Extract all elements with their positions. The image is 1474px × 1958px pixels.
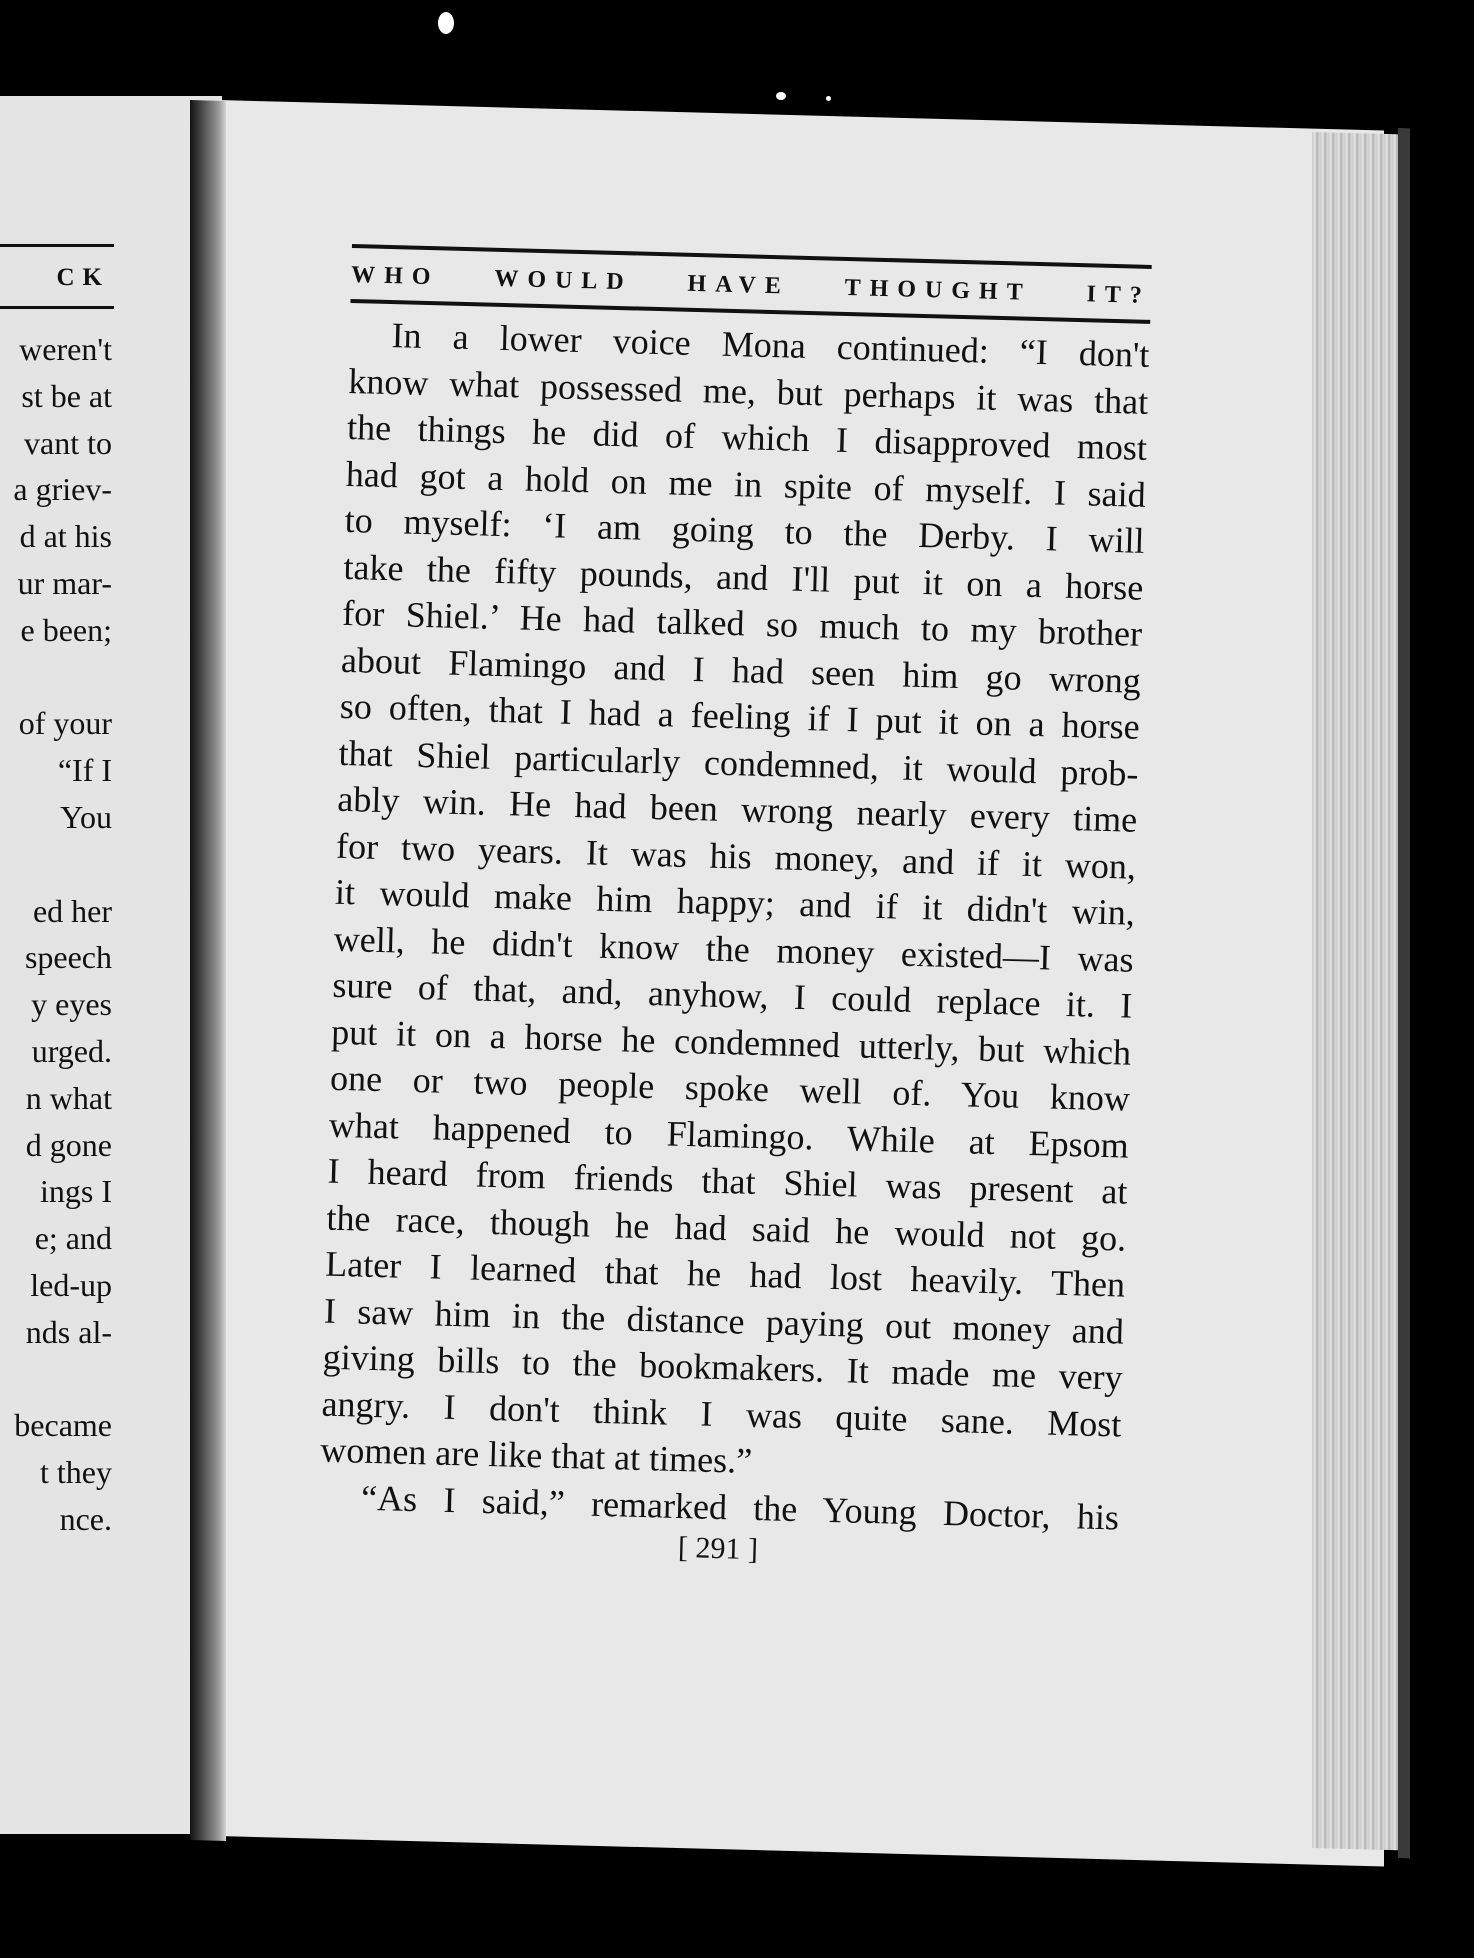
cover-edge bbox=[1398, 128, 1410, 1858]
left-text-line: led-up bbox=[30, 1267, 112, 1303]
text-line: about Flamingo and I had seen him go wrong bbox=[340, 639, 1142, 701]
book-spine-shadow bbox=[190, 100, 226, 1841]
left-text-line: y eyes bbox=[31, 986, 112, 1023]
left-text-line: ings I bbox=[40, 1173, 112, 1210]
page-fore-edge bbox=[1312, 132, 1398, 1850]
left-text-line: urged. bbox=[31, 1033, 112, 1069]
text-line: put it on a horse he condemned utterly, but which bbox=[330, 1011, 1132, 1073]
left-text-line: st be at bbox=[21, 377, 112, 414]
text-line: women are like that at times.” bbox=[319, 1429, 753, 1481]
text-line: In a lower voice Mona continued: “I don't bbox=[391, 315, 1150, 375]
text-line: giving bills to the bookmakers. It made me very bbox=[322, 1336, 1124, 1398]
left-text-line: e been; bbox=[20, 611, 112, 648]
running-head-word: HAVE bbox=[687, 270, 791, 300]
left-header-rule-bottom bbox=[0, 306, 114, 309]
left-text-line: ur mar- bbox=[17, 565, 112, 601]
left-text-line: d gone bbox=[25, 1126, 112, 1163]
text-line: what happened to Flamingo. While at Epsom bbox=[328, 1104, 1130, 1166]
running-head-word: IT? bbox=[1086, 281, 1152, 309]
text-line: the things he did of which I disapproved most bbox=[346, 406, 1148, 468]
scan-speck bbox=[776, 92, 786, 100]
left-text-line: a griev- bbox=[13, 471, 112, 508]
text-line: I heard from friends that Shiel was present at bbox=[327, 1150, 1128, 1212]
text-line: had got a hold on me in spite of myself. I said bbox=[345, 453, 1147, 515]
scan-speck bbox=[826, 96, 831, 101]
left-text-line: of your bbox=[18, 705, 112, 742]
text-line: the race, though he had said he would not go. bbox=[325, 1197, 1127, 1259]
text-line: know what possessed me, but perhaps it was that bbox=[347, 360, 1149, 422]
left-text-line: e; and bbox=[34, 1220, 112, 1257]
left-text-line: d at his bbox=[19, 518, 112, 555]
page-number: [ 291 ] bbox=[677, 1530, 759, 1567]
text-line: angry. I don't think I was quite sane. Most bbox=[321, 1383, 1122, 1445]
text-line: sure of that, and, anyhow, I could replace it. I bbox=[332, 964, 1133, 1026]
text-line: take the fifty pounds, and I'll put it on a horse bbox=[343, 546, 1144, 608]
left-text-line: vant to bbox=[24, 424, 112, 461]
text-line: ably win. He had been wrong nearly every time bbox=[336, 778, 1138, 840]
page-text-block bbox=[318, 244, 1152, 1576]
text-line: “As I said,” remarked the Young Doctor, his bbox=[360, 1477, 1120, 1538]
scan-speck bbox=[438, 12, 454, 34]
left-text-line: n what bbox=[25, 1079, 112, 1116]
left-header-rule-top bbox=[0, 244, 114, 247]
text-line: to myself: ‘I am going to the Derby. I will bbox=[344, 499, 1146, 561]
left-text-line: became bbox=[14, 1407, 112, 1444]
text-line: so often, that I had a feeling if I put it on a horse bbox=[339, 685, 1141, 747]
text-line: I saw him in the distance paying out money and bbox=[323, 1290, 1125, 1352]
text-line: Later I learned that he had lost heavily. Then bbox=[324, 1243, 1126, 1305]
body-text bbox=[319, 311, 1150, 1541]
text-line: well, he didn't know the money existed—I was bbox=[333, 918, 1135, 980]
running-head-word: WHO bbox=[350, 261, 440, 291]
left-text-line: weren't bbox=[19, 331, 112, 367]
text-line: for Shiel.’ He had talked so much to my brother bbox=[341, 592, 1143, 654]
text-line: that Shiel particularly condemned, it would prob- bbox=[338, 732, 1139, 794]
left-running-head: CK bbox=[56, 264, 110, 291]
running-head-word: WOULD bbox=[494, 265, 634, 296]
left-text-line: nds al- bbox=[25, 1313, 112, 1350]
text-line: one or two people spoke well of. You know bbox=[329, 1057, 1131, 1119]
text-line: it would make him happy; and if it didn't win, bbox=[334, 871, 1136, 933]
left-text-line: You bbox=[60, 799, 112, 835]
left-text-line: “If I bbox=[57, 752, 112, 789]
left-text-line: speech bbox=[24, 939, 112, 976]
left-text-line: nce. bbox=[59, 1501, 112, 1537]
left-text-line: t they bbox=[40, 1454, 112, 1491]
running-head-word: THOUGHT bbox=[844, 274, 1032, 306]
text-line: for two years. It was his money, and if it won, bbox=[335, 825, 1137, 887]
left-text-line: ed her bbox=[32, 892, 112, 929]
